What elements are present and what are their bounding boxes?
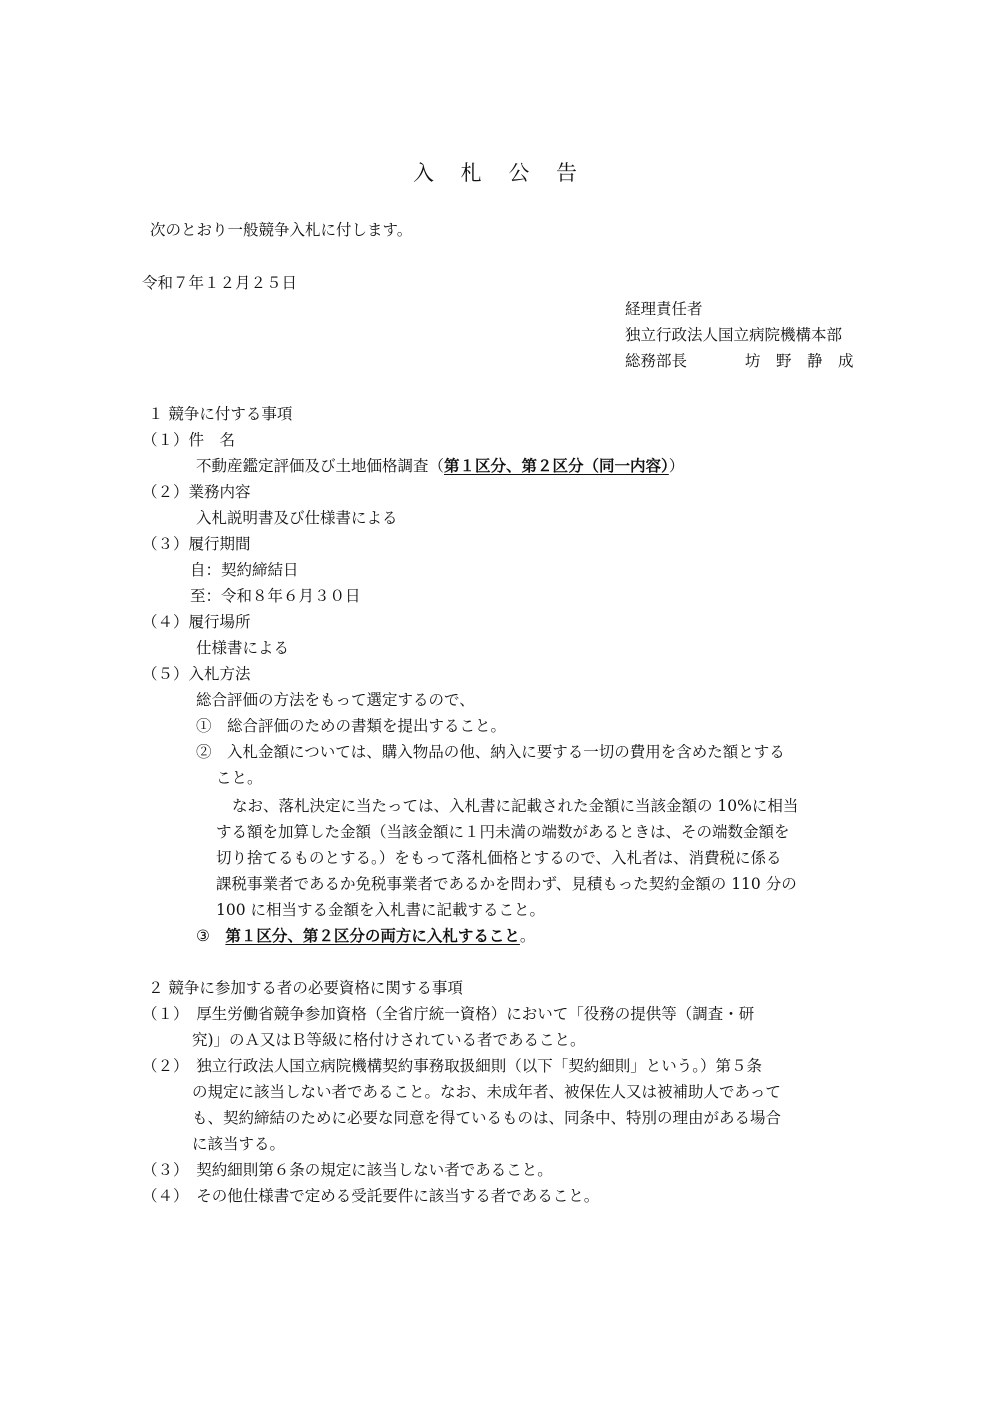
s1-item5-note-line2: する額を加算した金額（当該金額に１円未満の端数があるときは、その端数金額を <box>216 823 790 841</box>
s2-item2-line2: の規定に該当しない者であること。なお、未成年者、被保佐人又は被補助人であって <box>192 1083 781 1101</box>
s2-item1-line1: （１） 厚生労働省競争参加資格（全省庁統一資格）において「役務の提供等（調査・研 <box>142 1005 755 1023</box>
s1-item3-label: （３）履行期間 <box>142 535 251 553</box>
s1-item5-sub1: ① 総合評価のための書類を提出すること。 <box>196 717 507 735</box>
s1-item4-text: 仕様書による <box>196 639 290 657</box>
s2-item1-line2: 究)」のＡ又はＢ等級に格付けされている者であること。 <box>192 1031 586 1049</box>
s2-item2-line4: に該当する。 <box>192 1135 286 1153</box>
s1-item4-label: （４）履行場所 <box>142 613 251 631</box>
s1-item3-to: 至：令和８年６月３０日 <box>190 587 361 605</box>
signatory-name: 坊 野 静 成 <box>745 352 854 370</box>
intro-text: 次のとおり一般競争入札に付します。 <box>150 221 413 239</box>
s1-item3-from: 自：契約締結日 <box>190 561 299 579</box>
s1-item1-plain: 不動産鑑定評価及び土地価格調査（ <box>196 457 445 475</box>
signatory-organization: 独立行政法人国立病院機構本部 <box>625 326 843 344</box>
s2-item4: （４） その他仕様書で定める受託要件に該当する者であること。 <box>142 1187 600 1205</box>
document-title: 入 札 公 告 <box>412 161 588 185</box>
s1-item5-sub2-line2: こと。 <box>216 769 263 787</box>
s1-item5-note-line4: 課税事業者であるか免税事業者であるかを問わず、見積もった契約金額の 110 分の <box>216 875 797 893</box>
s1-item2-label: （２）業務内容 <box>142 483 251 501</box>
s1-item5-intro: 総合評価の方法をもって選定するので、 <box>196 691 475 709</box>
s1-item1-text <box>196 455 684 477</box>
signatory-position: 総務部長 <box>625 352 688 370</box>
signatory-role: 経理責任者 <box>625 300 703 318</box>
section2-heading: ２ 競争に参加する者の必要資格に関する事項 <box>148 979 463 997</box>
s1-item1-label: （１）件 名 <box>142 431 236 449</box>
section1-heading: １ 競争に付する事項 <box>148 405 293 423</box>
s1-item5-sub3-num: ③ <box>196 927 226 945</box>
s2-item2-line3: も、契約締結のために必要な同意を得ているものは、同条中、特別の理由がある場合 <box>192 1109 782 1127</box>
s1-item5-label: （５）入札方法 <box>142 665 251 683</box>
s1-item5-sub3-end: 。 <box>519 927 536 945</box>
s2-item3: （３） 契約細則第６条の規定に該当しない者であること。 <box>142 1161 553 1179</box>
s1-item5-sub2-line1: ② 入札金額については、購入物品の他、納入に要する一切の費用を含めた額とする <box>196 743 785 761</box>
s1-item1-end: ） <box>668 457 685 475</box>
notice-date: 令和７年１２月２５日 <box>142 274 298 292</box>
s1-item5-note-line3: 切り捨てるものとする。）をもって落札価格とするので、入札者は、消費税に係る <box>216 849 782 867</box>
signatory-position-line <box>625 350 854 372</box>
s1-item5-sub3 <box>196 925 535 947</box>
s1-item5-note-line5: 100 に相当する金額を入札書に記載すること。 <box>216 901 546 919</box>
s2-item2-line1: （２） 独立行政法人国立病院機構契約事務取扱細則（以下「契約細則」という。）第５条 <box>142 1057 763 1075</box>
s1-item5-sub3-underlined: 第１区分、第２区分の両方に入札すること <box>225 926 520 945</box>
s1-item5-note-line1: なお、落札決定に当たっては、入札書に記載された金額に当該金額の 10%に相当 <box>232 797 799 815</box>
s1-item1-underlined: 第１区分、第２区分（同一内容） <box>444 456 669 475</box>
s1-item2-text: 入札説明書及び仕様書による <box>196 509 398 527</box>
